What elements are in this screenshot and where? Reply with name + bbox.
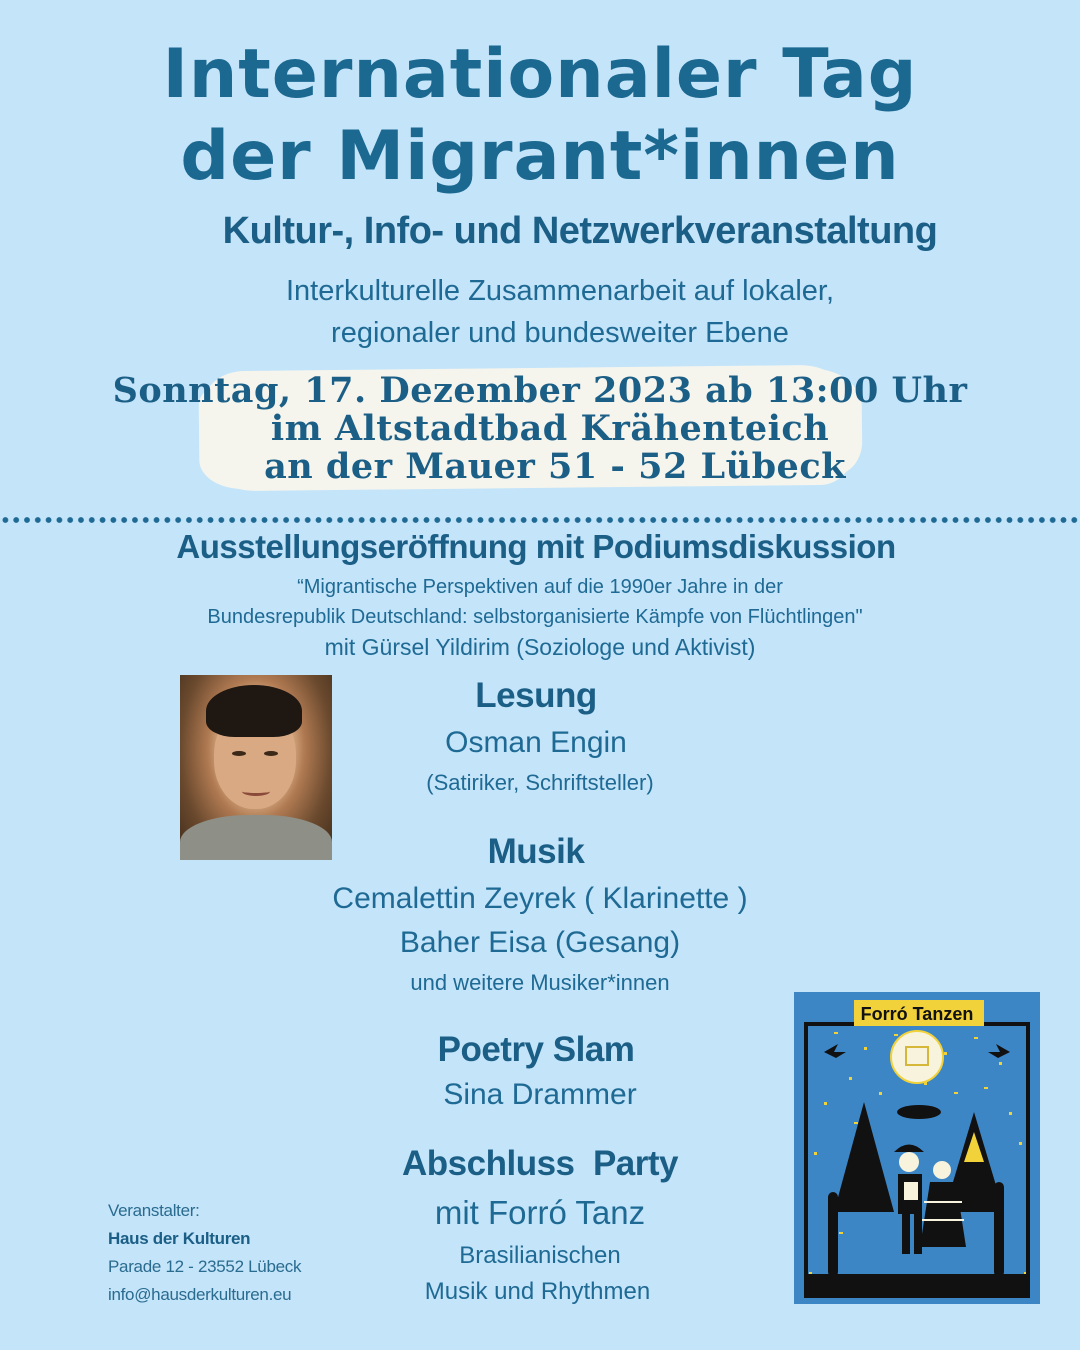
tagline-line-1: Interkulturelle Zusammenarbeit auf lokaler,	[285, 275, 835, 307]
tagline-line-2: regionaler und bundesweiter Ebene	[331, 317, 789, 349]
dotted-divider	[0, 516, 1080, 524]
party-line-2: Brasilianischen	[459, 1242, 621, 1269]
title-line-1: Internationaler Tag	[162, 35, 918, 114]
event-venue: im Altstadtbad Krähenteich	[270, 408, 830, 449]
party-heading: Abschluss Party	[402, 1144, 678, 1183]
musik-heading: Musik	[487, 832, 585, 871]
subtitle: Kultur-, Info- und Netzwerkveranstaltung	[222, 210, 938, 252]
forro-poster	[794, 992, 1040, 1304]
organizer-label: Veranstalter:	[108, 1201, 200, 1220]
title-line-2: der Migrant*innen	[180, 117, 900, 196]
event-address: an der Mauer 51 - 52 Lübeck	[264, 446, 846, 487]
exhibition-quote-line-1: “Migrantische Perspektiven auf die 1990er Jahre in der	[297, 576, 783, 598]
poetry-name: Sina Drammer	[443, 1078, 637, 1111]
lesung-heading: Lesung	[475, 676, 597, 715]
organizer-address: Parade 12 - 23552 Lübeck	[108, 1257, 302, 1276]
lesung-name: Osman Engin	[445, 726, 627, 759]
organizer-block	[108, 1197, 301, 1309]
organizer-name: Haus der Kulturen	[108, 1229, 251, 1248]
party-line-3: Musik und Rhythmen	[424, 1278, 651, 1305]
musik-line-2: Baher Eisa (Gesang)	[399, 926, 681, 959]
exhibition-speaker: mit Gürsel Yildirim (Soziologe und Aktivist)	[324, 634, 756, 660]
party-line-1: mit Forró Tanz	[434, 1194, 646, 1231]
forro-poster-illustration	[794, 992, 1040, 1304]
forro-title: Forró Tanzen	[860, 1004, 974, 1024]
organizer-email[interactable]: info@hausderkulturen.eu	[108, 1285, 292, 1304]
musik-line-3: und weitere Musiker*innen	[410, 970, 670, 995]
event-date: Sonntag, 17. Dezember 2023 ab 13:00 Uhr	[112, 370, 968, 411]
poetry-heading: Poetry Slam	[437, 1030, 635, 1069]
exhibition-heading: Ausstellungseröffnung mit Podiumsdiskussion	[176, 528, 896, 565]
lesung-role: (Satiriker, Schriftsteller)	[426, 770, 654, 795]
musik-line-1: Cemalettin Zeyrek ( Klarinette )	[332, 882, 748, 915]
exhibition-quote-line-2: Bundesrepublik Deutschland: selbstorganisierte Kämpfe von Flüchtlingen"	[207, 606, 863, 628]
